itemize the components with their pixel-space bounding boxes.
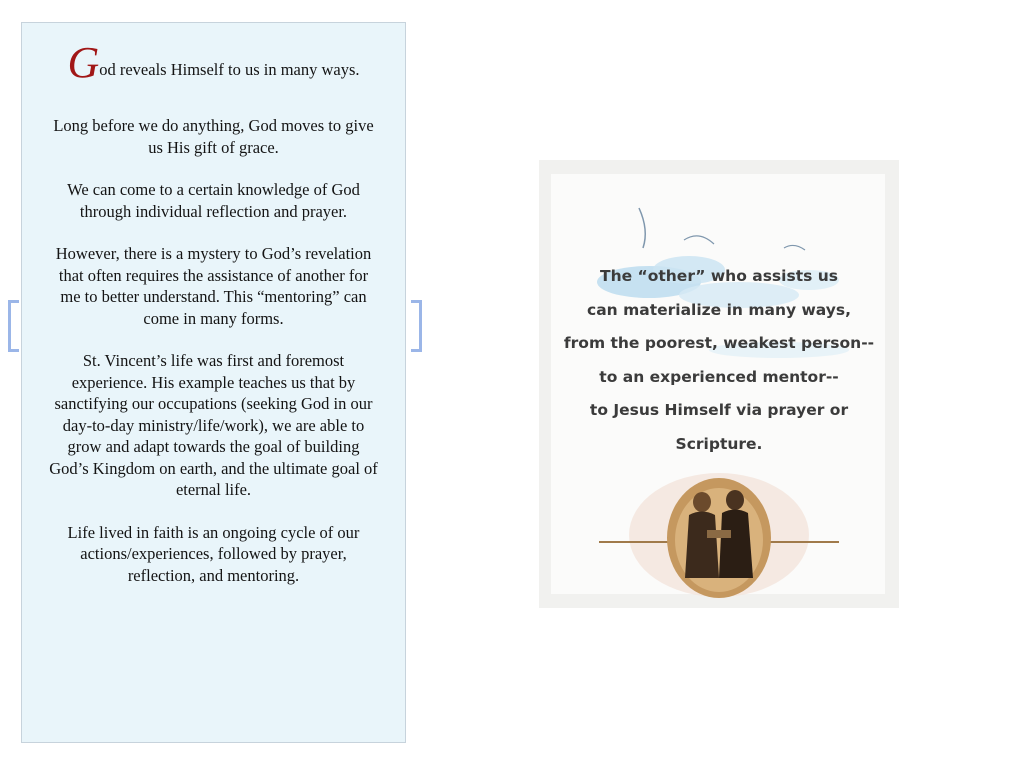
right-bracket-decoration	[411, 300, 422, 352]
caption-line: to an experienced mentor--	[599, 367, 839, 386]
opening-line: od reveals Himself to us in many ways.	[99, 60, 360, 79]
caption-line: Scripture.	[675, 434, 763, 453]
paragraph-faith-cycle: Life lived in faith is an ongoing cycle of our actions/experiences, followed by prayer, reflection, and mentoring.	[67, 522, 360, 585]
mentoring-illustration	[539, 160, 899, 608]
figures-medallion-image	[539, 460, 899, 600]
paragraph-mystery: However, there is a mystery to God’s revelation that often requires the assistance of another for me to better understand. This “mentoring” can come in many forms.	[55, 244, 372, 328]
caption-line: from the poorest, weakest person--	[563, 334, 875, 352]
reflection-text-panel	[21, 22, 406, 743]
opening-paragraph	[48, 38, 379, 87]
caption-line: to Jesus Himself via prayer or	[589, 401, 849, 419]
caption-line: can materialize in many ways,	[587, 300, 851, 319]
illustration-caption	[539, 260, 899, 461]
left-bracket-decoration	[8, 300, 19, 352]
paragraph-knowledge: We can come to a certain knowledge of God through individual reflection and prayer.	[67, 180, 360, 221]
caption-line: The “other” who assists us	[600, 267, 838, 285]
paragraph-grace: Long before we do anything, God moves to give us His gift of grace.	[53, 116, 374, 157]
paragraph-st-vincent: St. Vincent’s life was first and foremost experience. His example teaches us that by sanctifying our occupations (seeking God in our day-to-day ministry/life/work), we are able to grow and adapt towards the goal of building God’s Kingdom on earth, and the ultimate goal of eternal life.	[49, 351, 378, 499]
drop-cap: G	[67, 38, 100, 87]
